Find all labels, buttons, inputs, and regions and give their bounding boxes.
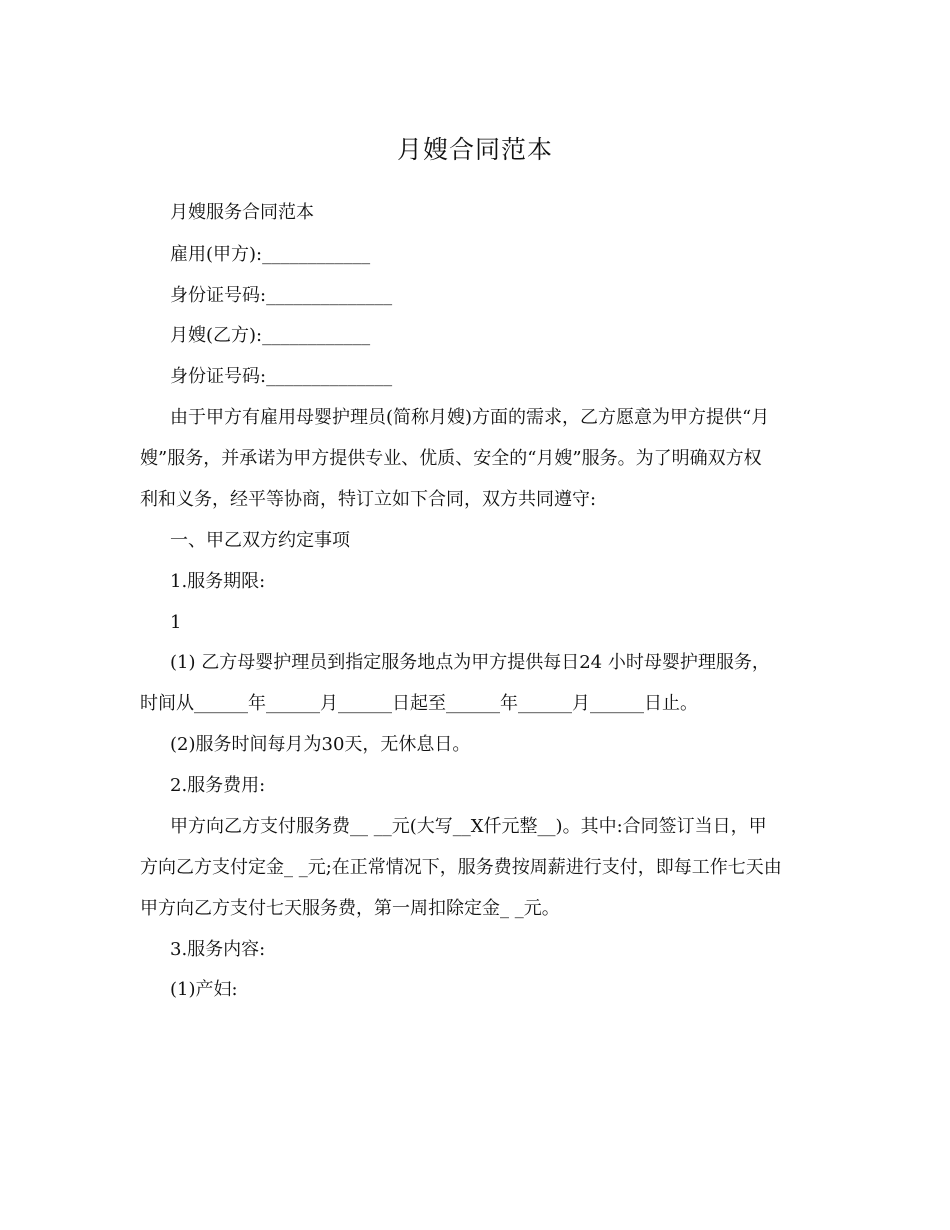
party-a-field: 雇用(甲方):____________ [170, 244, 371, 265]
clause-2-heading: 2.服务费用: [170, 775, 266, 796]
clause-2-line-2: 方向乙方支付定金_ _元;在正常情况下，服务费按周薪进行支付，即每工作七天由 [140, 857, 782, 878]
preamble-line-3: 利和义务，经平等协商，特订立如下合同，双方共同遵守: [140, 489, 597, 510]
preamble-line-1: 由于甲方有雇用母婴护理员(简称月嫂)方面的需求，乙方愿意为甲方提供“月 [170, 407, 770, 428]
document-title: 月嫂合同范本 [396, 135, 553, 164]
clause-1-item-2: (2)服务时间每月为30天，无休息日。 [170, 734, 471, 755]
clause-1-item-1-cont: 时间从______年______月______日起至______年______月______日止。 [140, 693, 698, 714]
preamble-line-2: 嫂”服务，并承诺为甲方提供专业、优质、安全的“月嫂”服务。为了明确双方权 [140, 448, 762, 469]
clause-3-heading: 3.服务内容: [170, 939, 266, 960]
clause-2-line-1: 甲方向乙方支付服务费__ __元(大写__X仟元整__)。其中:合同签订当日，甲 [170, 816, 767, 837]
party-b-field: 月嫂(乙方):____________ [170, 325, 371, 346]
subtitle: 月嫂服务合同范本 [170, 202, 314, 223]
party-a-id-field: 身份证号码:______________ [170, 285, 393, 306]
clause-1-number: 1 [170, 612, 182, 633]
clause-1-heading: 1.服务期限: [170, 571, 266, 592]
section-heading: 一、甲乙双方约定事项 [170, 530, 350, 551]
party-b-id-field: 身份证号码:______________ [170, 366, 393, 387]
clause-1-item-1: (1) 乙方母婴护理员到指定服务地点为甲方提供每日24 小时母婴护理服务， [170, 652, 770, 673]
clause-3-item-1: (1)产妇: [170, 979, 238, 1000]
clause-2-line-3: 甲方向乙方支付七天服务费，第一周扣除定金_ _元。 [140, 898, 560, 919]
